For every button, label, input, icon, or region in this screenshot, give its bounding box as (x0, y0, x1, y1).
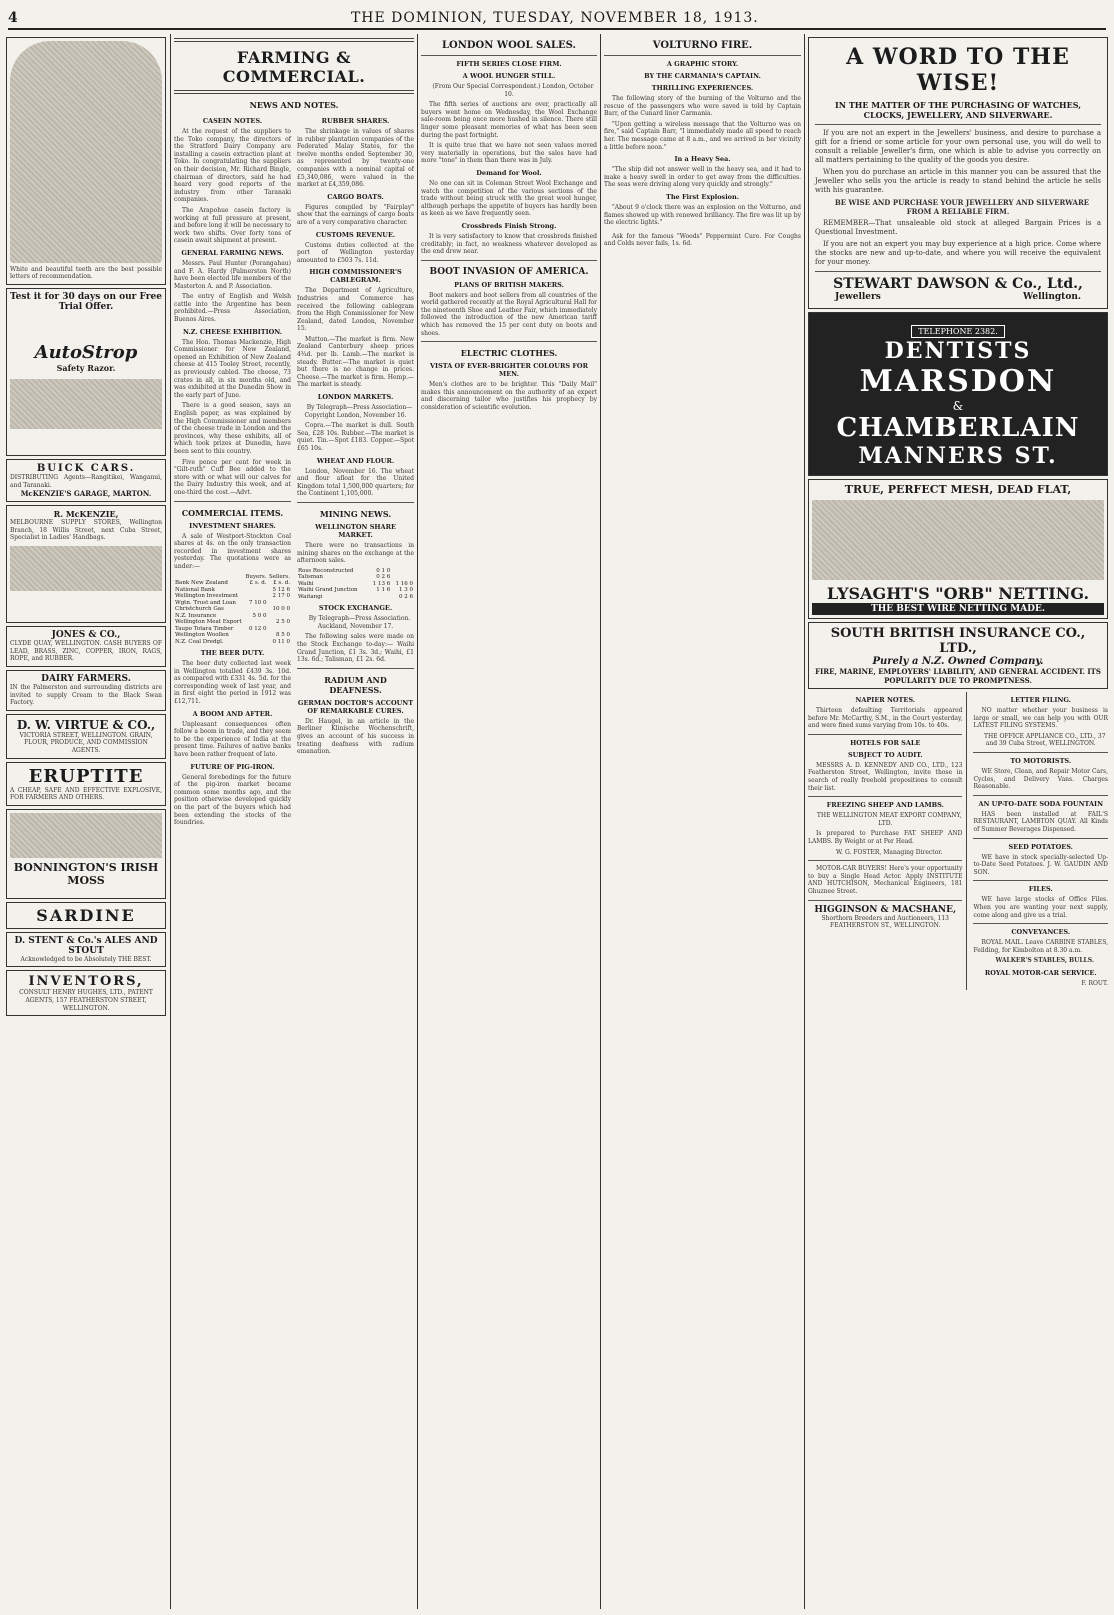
word-to-wise-title: A WORD TO THE WISE! (846, 44, 1070, 96)
napier-heading: NAPIER NOTES. (855, 696, 916, 704)
hc-heading: HIGH COMMISSIONER'S CABLEGRAM. (309, 268, 402, 285)
right-ads-column (808, 34, 1108, 1609)
boot-subheading: PLANS OF BRITISH MAKERS. (454, 280, 564, 289)
higginson-name: HIGGINSON & MACSHANE, (814, 904, 957, 915)
autostrop-name: AutoStrop (34, 342, 138, 363)
hc-paragraph: Mutton.—The market is firm. New Zealand Canterbury sheep prices 4¾d. per lb. Lamb.—The market is steady. Butter.—The market is quiet but there is no change in prices. Cheese.—The market is firm. Hemp.—The market is steady. (297, 335, 414, 389)
autostrop-offer: Test it for 30 days on our Free Trial Offer. (10, 292, 162, 312)
dentist-street: MANNERS ST. (858, 443, 1058, 469)
right-subcolumn-left (808, 692, 967, 990)
motor-car-paragraph: MOTOR-CAR BUYERS! Here's your opportunity to buy a Single Head Actor. Apply INSTITUTE AND HUTCHISON, Mechanical Engineers, 181 Ghuznee Street. (808, 865, 963, 895)
table-row: Waihi Grand Junction 1 1 6 1 3 0 (298, 587, 413, 594)
conveyances-paragraph: ROYAL MAIL. Leave CARBINE STABLES, Feilding, for Kimbolton at 8.30 a.m. (973, 939, 1108, 954)
right-subcolumns (808, 692, 1108, 990)
cheese-paragraph: Five pence per cent for week in "Gilt-ruth" Cuff Bee added to the store with or what will our calves for the Dairy Industry this week, and at one-third the cost.—Advt. (174, 458, 291, 496)
portrait-illustration (10, 41, 162, 263)
buick-dealer: McKENZIE'S GARAGE, MARTON. (20, 489, 152, 499)
office-appliance-name: THE OFFICE APPLIANCE CO., LTD., 37 and 39 Cuba Street, WELLINGTON. (983, 732, 1106, 748)
commercial-heading: COMMERCIAL ITEMS. (181, 507, 284, 518)
radium-paragraph: Dr. Haugel, in an article in the Berliner Klinische Wochenschrift, gives an account of his success in treating deafness with radium emanation. (297, 717, 414, 756)
cheese-paragraph: There is a good season, says an English paper, as was explained by the High Commissioner and members of the cheese trade in London and the provinces, why these exhibits, all of which took prizes at Dunedin, have been sent to this country. (174, 402, 291, 455)
buick-title: BUICK CARS. (36, 463, 136, 474)
netting-illustration (812, 500, 1104, 580)
farming-right-subcolumn (297, 113, 414, 830)
word-paragraph: BE WISE AND PURCHASE YOUR JEWELLERY AND SILVERWARE FROM A RELIABLE FIRM. (834, 198, 1090, 216)
handbag-illustration (10, 546, 162, 591)
table-row: Bank New Zealand £ s. d. £ s. d. (175, 580, 290, 586)
dentist-title: DENTISTS (884, 338, 1032, 364)
london-heading: LONDON MARKETS. (317, 393, 394, 402)
sbi-text: FIRE, MARINE, EMPLOYERS' LIABILITY, AND GENERAL ACCIDENT. ITS POPULARITY DUE TO PROMPTNESS. (815, 667, 1101, 685)
virtue-text: VICTORIA STREET, WELLINGTON. GRAIN, FLOUR, PRODUCE, AND COMMISSION AGENTS. (19, 731, 153, 754)
dairy-ad (6, 670, 166, 711)
seed-potatoes-paragraph: WE have in stock specially-selected Up-to-Date Seed Potatoes. J. W. GAUDIN AND SON. (973, 853, 1108, 876)
mckenzie-text: MELBOURNE SUPPLY STORES, Wellington Branch, 18 Willis Street, next Cuba Street, Specialist in Ladies' Handbags. (10, 519, 162, 542)
farming-section (174, 34, 414, 1609)
customs-heading: CUSTOMS REVENUE. (315, 230, 396, 239)
customs-paragraph: Customs duties collected at the port of Wellington yesterday amounted to £503 7s. 11d. (297, 241, 414, 264)
hotels-heading: HOTELS FOR SALE (850, 738, 921, 747)
rubber-paragraph: The shrinkage in values of shares in rubber plantation companies of the Federated Malay States, for the twelve months ended September 30, as represented by twenty-one companies with a nominal capital of £5,340,086, were valued in the market at £4,359,086. (297, 128, 414, 189)
eruptite-ad (6, 762, 166, 806)
volturno-column (604, 34, 801, 1609)
teeth-ad-text: White and beautiful teeth are the best possible letters of recommendation. (10, 265, 162, 281)
freezing-paragraph: Is prepared to Purchase FAT SHEEP AND LAMBS. By Weight or at Per Head. (808, 830, 963, 845)
rubber-heading: RUBBER SHARES. (321, 117, 390, 125)
wool-subheading: FIFTH SERIES CLOSE FIRM. (456, 60, 562, 68)
soda-fountain-paragraph: HAS been installed at FAIL'S RESTAURANT, LAMBTON QUAY. All Kinds of Summer Beverages Dispensed. (973, 810, 1108, 833)
volturno-heading: VOLTURNO FIRE. (652, 40, 753, 51)
left-ads-column (6, 34, 166, 1609)
stewart-dawson-name: STEWART DAWSON & Co., Ltd., (833, 276, 1083, 292)
jones-ad (6, 626, 166, 667)
dentist-marsdon: MARSDON (859, 364, 1057, 399)
page-number: 4 (8, 10, 18, 26)
volturno-subheading: A GRAPHIC STORY. (666, 60, 739, 68)
volturno-subheading: BY THE CARMANIA'S CAPTAIN. (644, 72, 761, 80)
hc-paragraph: The Department of Agriculture, Industries and Commerce has received the following cablegram from the High Commissioner for New Zealand, dated London, November 15. (297, 287, 414, 333)
mckenzie-ad (6, 505, 166, 623)
letter-filing-heading: LETTER FILING. (1010, 696, 1071, 704)
share-market-heading: WELLINGTON SHARE MARKET. (315, 522, 396, 539)
stent-text: Acknowledged to be Absolutely THE BEST. (20, 955, 152, 963)
london-subheading: By Telegraph—Press Association—Copyright London, November 16. (304, 404, 413, 419)
stewart-city: Wellington. (1022, 292, 1081, 302)
column-rule (170, 34, 171, 1609)
pig-iron-heading: FUTURE OF PIG-IRON. (190, 762, 275, 771)
eruptite-title: ERUPTITE (28, 765, 144, 787)
volturno-paragraph: The following story of the burning of the Volturno and the rescue of the passengers who were saved is told by Captain Barr, of the Cunard liner Carmania. (604, 95, 801, 118)
autostrop-sub: Safety Razor. (56, 363, 116, 373)
beer-heading: THE BEER DUTY. (200, 649, 265, 657)
wheat-paragraph: London, November 16. The wheat and flour afloat for the United Kingdom total 1,500,000 quarters; for the Continent 1,105,000. (297, 467, 414, 498)
table-row: Taupo Totara Timber 0 12 0 (175, 625, 267, 632)
moss-title: BONNINGTON'S IRISH MOSS (13, 860, 159, 887)
word-paragraph: If you are not an expert in the Jewellers' business, and desire to purchase a gift for a friend or some article for your own personal use, you will do well to consult a reliable Jeweller's firm, one which is able to advise you correctly on all matters pertaining to the quality of the goods you desire. (815, 129, 1101, 164)
table-row: N.Z. Insurance 5 0 0 (175, 612, 267, 619)
dentist-chamberlain: CHAMBERLAIN (836, 413, 1080, 443)
wool-dateline: (From Our Special Correspondent.) London, October 10. (432, 83, 594, 98)
wheat-heading: WHEAT AND FLOUR. (316, 456, 395, 465)
dairy-title: DAIRY FARMERS. (41, 673, 131, 684)
word-to-wise-ad (808, 37, 1108, 309)
higginson-subtitle: Shorthorn Breeders and Auctioneers, 113 FEATHERSTON ST., WELLINGTON. (821, 914, 949, 930)
farming-subtitle: NEWS AND NOTES. (249, 100, 339, 110)
beer-paragraph: The beer duty collected last week in Wellington totalled £439 3s. 10d. as compared with £331 4s. 5d. for the corresponding week of last year, and in first eight the period in 1912 was £12,711. (174, 660, 291, 705)
jones-text: CLYDE QUAY, WELLINGTON. CASH BUYERS OF LEAD, BRASS, ZINC, COPPER, IRON, RAGS, ROPE, and RUBBER. (10, 640, 162, 663)
farming-title: FARMING & COMMERCIAL. (222, 48, 366, 86)
south-british-ad (808, 622, 1108, 689)
letter-filing-paragraph: NO matter whether your business is large or small, we can help you with OUR LATEST FILING SYSTEMS. (973, 707, 1108, 730)
moss-illustration (10, 813, 162, 858)
column-rule (417, 34, 418, 1609)
volturno-subheading: THRILLING EXPERIENCES. (651, 84, 754, 92)
share-paragraph: There were no transactions in mining shares on the exchange at the afternoon sales. (297, 541, 414, 565)
table-row: Wgtn. Trust and Loan 7 10 0 (175, 599, 267, 606)
stewart-jewellers: Jewellers (835, 292, 881, 302)
walker-stables-name: WALKER'S STABLES, BULLS. (995, 957, 1094, 965)
explosion-paragraph: "About 9 o'clock there was an explosion on the Volturno, and flames showed up with renewed brilliancy. The fire was lit up by the electric lights." (604, 203, 801, 227)
netting-tagline: TRUE, PERFECT MESH, DEAD FLAT, (844, 483, 1072, 496)
wool-heading: LONDON WOOL SALES. (441, 40, 577, 51)
table-row: National Bank 5 12 6 (175, 586, 290, 593)
explosion-heading: The First Explosion. (665, 192, 740, 201)
netting-name: LYSAGHT'S "ORB" NETTING. (826, 584, 1090, 603)
files-heading: FILES. (1028, 885, 1053, 894)
electric-heading: ELECTRIC CLOTHES. (460, 348, 558, 359)
table-row: Waitangi 0 2 6 (298, 593, 413, 600)
demand-heading: Demand for Wool. (476, 168, 542, 177)
wool-paragraph: It is quite true that we have not seen values moved very materially in operations, but the sales have had more "tone" in them than there was in July. (421, 142, 597, 165)
word-paragraph: If you are not an expert you may buy experience at a high price. Come where the stocks are new and up-to-date, and where you will receive the equivalent for your money. (815, 240, 1101, 266)
investment-intro: A sale of Westport-Stockton Coal shares at 4s. on the only transaction recorded in investment shares yesterday. The quotations were as under:— (174, 532, 291, 570)
irish-moss-ad (6, 809, 166, 899)
cheese-heading: N.Z. CHEESE EXHIBITION. (182, 327, 283, 336)
table-row: Ross Reconstructed 0 1 0 (298, 567, 391, 574)
boom-paragraph: Unpleasant consequences often follow a boom in trade, and they seem to be the experience of India at the present time. Failures of native banks have been rather frequent of late. (174, 720, 291, 758)
crossbreds-heading: Crossbreds Finish Strong. (461, 221, 557, 230)
boom-heading: A BOOM AND AFTER. (192, 709, 273, 718)
table-row: Talisman 0 2 6 (298, 574, 391, 581)
investment-heading: INVESTMENT SHARES. (189, 521, 276, 530)
electric-paragraph: Men's clothes are to be brighter. This "Daily Mail" makes this announcement on the authority of an expert and discerning tailor who justifies his prophecy by consideration of scientific evolution. (421, 381, 597, 412)
mining-table (297, 568, 414, 601)
table-row: N.Z. Coal Dredgl. 0 11 0 (175, 638, 290, 645)
royal-motor-heading: ROYAL MOTOR-CAR SERVICE. (984, 968, 1097, 977)
mckenzie-name: R. McKENZIE, (53, 509, 119, 520)
demand-paragraph: No one can sit in Coleman Street Wool Exchange and watch the competition of the various sections of the trade without being struck with the great wool hunger, although perhaps the appetite of buyers has hardly been as keen as we have frequently seen. (421, 179, 597, 218)
volturno-paragraph: "Upon getting a wireless message that the Volturno was on fire," said Captain Barr, "I immediately made all speed to reach her. The message came at 8 a.m., and we arrived in her vicinity a little before noon." (604, 120, 801, 151)
column-rule (804, 34, 805, 1609)
wool-paragraph: The fifth series of auctions are over, practically all buyers went home on Wednesday, the Wool Exchange sale-room being once more hushed in silence. There still linger some pleasant memories of what has been seen during the past fortnight. (421, 101, 597, 139)
stent-title: D. STENT & Co.'s ALES AND STOUT (14, 935, 158, 956)
motorists-heading: TO MOTORISTS. (1010, 756, 1072, 765)
razor-illustration (10, 379, 162, 429)
cargo-heading: CARGO BOATS. (327, 192, 384, 201)
buick-text: DISTRIBUTING Agents—Rangitikei, Wanganui, and Taranaki. (10, 474, 162, 489)
general-paragraph: The entry of English and Welsh cattle into the Argentine has been prohibited.—Press Association, Buenos Aires. (174, 293, 291, 324)
word-paragraph: REMEMBER—That unsaleable old stock at alleged Bargain Prices is a Questional Investment. (815, 219, 1101, 236)
freezing-company: THE WELLINGTON MEAT EXPORT COMPANY, LTD. (816, 812, 962, 827)
napier-paragraph: Thirteen defaulting Territorials appeared before Mr. McCarthy, S.M., in the Court yesterday, and were fined sums varying from 10s. to 40s. (808, 707, 963, 730)
sardine-title: SARDINE (36, 905, 136, 925)
casein-heading: CASEIN NOTES. (202, 117, 263, 125)
netting-subtitle: THE BEST WIRE NETTING MADE. (812, 603, 1104, 615)
soda-fountain-heading: AN UP-TO-DATE SODA FOUNTAIN (978, 799, 1104, 808)
dentist-telephone: TELEPHONE 2382. (911, 325, 1005, 338)
column-rule (600, 34, 601, 1609)
sbi-name: SOUTH BRITISH INSURANCE CO., LTD., (830, 626, 1086, 656)
casein-paragraph: At the request of the suppliers to the Toko company, the directors of the Stratford Dairy Company are installing a casein extraction plant at Toko. In congratulating the suppliers on their decision, Mr. Richard Bingle, chairman of directors, said he had heard very good reports of the industry from other Taranaki companies. (174, 128, 291, 204)
heavy-sea-paragraph: "The ship did not answer well in the heavy sea, and it had to make a heavy swell in order to get away from the difficulties. The seas were driving along very quickly and strongly." (604, 166, 801, 189)
pig-iron-paragraph: General forebodings for the future of the pig-iron market became common some months ago, and the position otherwise developed quickly on the part of the buyers which had been extending the stocks of the foundries. (174, 773, 291, 827)
autostrop-ad (6, 288, 166, 456)
table-row: Christchurch Gas 10 0 0 (175, 606, 290, 612)
stock-subheading: By Telegraph—Press Association. Auckland, November 17. (308, 615, 411, 630)
investment-table: Buyers. Sellers. Bank New Zealand £ s. d. £ s. d. National Bank 5 12 6 Wellington Investment 2 17 0 Wgtn. Trust and Loan 7 10 0 Christchurch Gas 10 0 0 N.Z. Insurance 5 0 0 Wellington Meat Export 2 5 0 Taupo Totara Timber 0 12 0 Wellington Woollen 8 5 0 N.Z. Coal Dredgl. 0 11 0 (175, 573, 290, 645)
table-row: Wellington Woollen 8 5 0 (175, 632, 290, 638)
hotels-paragraph: MESSRS A. D. KENNEDY AND CO., LTD., 123 Featherston Street, Wellington, invite those in search of really freehold propositions to consult their list. (808, 761, 963, 792)
word-paragraph: When you do purchase an article in this manner you can be assured that the Jeweller who sells you the article is ready to stand behind the article he sells with his guarantee. (815, 168, 1101, 194)
freezing-signature: W. G. FOSTER, Managing Director. (836, 848, 943, 856)
word-to-wise-subtitle: IN THE MATTER OF THE PURCHASING OF WATCHES, CLOCKS, JEWELLERY, AND SILVERWARE. (835, 100, 1081, 120)
stent-ad (6, 932, 166, 968)
sbi-subtitle: Purely a N.Z. Owned Company. (872, 656, 1044, 667)
sardine-ad (6, 902, 166, 929)
jones-title: JONES & CO., (51, 630, 121, 641)
radium-subheading: GERMAN DOCTOR'S ACCOUNT OF REMARKABLE CURES. (297, 698, 414, 715)
buick-ad (6, 459, 166, 502)
dentists-ad: TELEPHONE 2382. DENTISTS MARSDON & CHAMBERLAIN MANNERS ST. (808, 312, 1108, 476)
cargo-paragraph: Figures compiled by "Fairplay" show that the earnings of cargo boats are of a very comparative character. (297, 203, 414, 226)
table-row: Wellington Investment 2 17 0 (175, 593, 290, 599)
virtue-name: D. W. VIRTUE & CO., (16, 717, 156, 732)
conveyances-heading: CONVEYANCES. (1011, 928, 1071, 937)
table-row: Wellington Meat Export 2 5 0 (175, 619, 290, 625)
stock-heading: STOCK EXCHANGE. (318, 604, 393, 613)
peppermint-advt: Ask for the famous "Woods" Peppermint Cure. For Coughs and Colds never fails, 1s. 6d. (604, 232, 801, 248)
eruptite-text: A CHEAP, SAFE AND EFFECTIVE EXPLOSIVE, FOR FARMERS AND OTHERS. (10, 786, 162, 802)
freezing-heading: FREEZING SHEEP AND LAMBS. (826, 801, 944, 810)
general-paragraph: Messrs. Paul Hunter (Porangahau) and F. A. Hardy (Palmerston North) have been elected life members of the Masterton A. and P. Association. (174, 259, 291, 290)
wool-subheading: A WOOL HUNGER STILL. (462, 72, 556, 80)
boot-paragraph: Boot makers and boot sellers from all countries of the world gathered recently at the Royal Agricultural Hall for the nineteenth Shoe and Leather Fair, which immediately followed the introduction of the new American tariff which has removed the 15 per cent duty on boots and shoes. (421, 291, 597, 337)
mining-heading: MINING NEWS. (319, 508, 392, 519)
london-paragraph: Copra.—The market is dull. South Sea, £28 10s. Rubber.—The market is quiet. Tin.—Spot £183. Copper.—Spot £65 10s. (297, 422, 414, 452)
stock-paragraph: The following sales were made on the Stock Exchange to-day:— Waihi Grand Junction, £1 3s. 3d.; Waihi, £1 13s. 6d.; Talisman, £1 2s. 6d. (297, 633, 414, 664)
stewart-dawson-footer (815, 292, 1101, 302)
general-farming-heading: GENERAL FARMING NEWS. (181, 248, 284, 257)
table-row: Waihi 1 13 6 1 16 0 (298, 580, 413, 587)
hotels-subheading: SUBJECT TO AUDIT. (847, 750, 923, 759)
radium-heading: RADIUM AND DEAFNESS. (324, 674, 387, 695)
dairy-text: IN the Palmerston and surrounding districts are invited to supply Cream to the Black Swan Factory. (10, 683, 162, 707)
boot-heading: BOOT INVASION OF AMERICA. (429, 266, 589, 277)
wool-column (421, 34, 597, 1609)
right-subcolumn-right (973, 692, 1108, 990)
paper-title: THE DOMINION, TUESDAY, NOVEMBER 18, 1913. (350, 10, 759, 26)
motorists-paragraph: WE Store, Clean, and Repair Motor Cars, Cycles, and Delivery Vans. Charges Reasonable. (973, 767, 1108, 791)
electric-subheading: VISTA OF EVER-BRIGHTER COLOURS FOR MEN. (429, 362, 588, 379)
seed-potatoes-heading: SEED POTATOES. (1008, 842, 1073, 851)
farming-left-subcolumn (174, 113, 291, 830)
masthead (8, 8, 1106, 30)
crossbreds-paragraph: It is very satisfactory to know that crossbreds finished creditably; in fact, no weakness whatever developed as the end drew near. (421, 232, 597, 256)
virtue-ad (6, 714, 166, 759)
teeth-ad (6, 37, 166, 285)
netting-ad (808, 479, 1108, 619)
inventors-ad (6, 970, 166, 1016)
heavy-sea-heading: In a Heavy Sea. (674, 155, 731, 164)
cheese-paragraph: The Hon. Thomas Mackenzie, High Commissioner for New Zealand, opened an Exhibition of New Zealand cheese at 415 Tooley Street, recently, as previously cabled. The cheese, 73 crates in all, in six months old, and was exhibited at the Dunedin Show in the early part of June. (174, 338, 291, 399)
files-paragraph: WE have large stocks of Office Files. When you are wanting your next supply, come along and give us a trial. (973, 896, 1108, 919)
inventors-title: INVENTORS, (28, 974, 144, 990)
inventors-text: CONSULT HENRY HUGHES, LTD., PATENT AGENTS, 157 FEATHERSTON STREET, WELLINGTON. (19, 989, 153, 1012)
casein-paragraph: The Arapohue casein factory is working at full pressure at present, and before long it will be necessary to work two shifts. Over forty tons of casein await shipment at present. (174, 206, 291, 245)
royal-motor-signature: F. ROUT. (1081, 979, 1108, 987)
